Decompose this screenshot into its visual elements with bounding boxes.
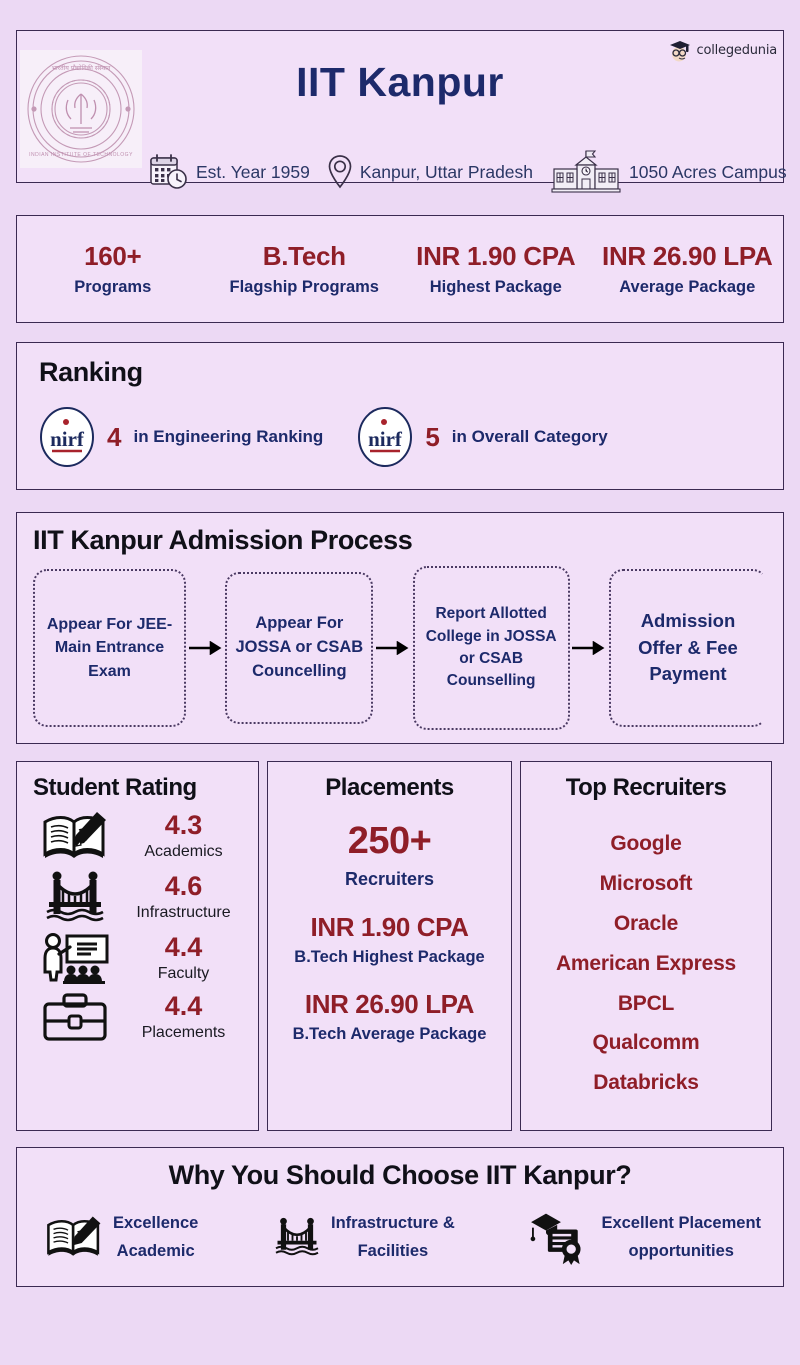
student-rating-card (16, 761, 259, 1131)
columns-row (16, 761, 784, 1131)
flow-arrow-3 (570, 641, 609, 655)
top-recruiters-card (520, 761, 772, 1131)
average-package-value: INR 26.90 LPA (304, 989, 475, 1019)
book-pencil-icon (29, 810, 121, 862)
briefcase-icon (29, 992, 121, 1042)
recruiters-count: 250+ (347, 820, 432, 862)
recruiter-item: Databricks (593, 1071, 699, 1095)
admission-step-2: Appear For JOSSA or CSAB Councelling (225, 572, 373, 724)
page-title: IIT Kanpur (296, 59, 504, 105)
placements-card (267, 761, 512, 1131)
admission-step-4: Admission Offer & Fee Payment (609, 569, 767, 727)
diploma-cap-icon (529, 1209, 591, 1265)
rating-row-academics (29, 810, 246, 862)
why-item-line1: Excellence (113, 1214, 199, 1232)
admission-process-card (16, 512, 784, 744)
collegedunia-label: collegedunia (696, 42, 777, 58)
admission-process-title: IIT Kanpur Admission Process (33, 525, 413, 555)
location-item (327, 154, 533, 190)
stat-value: INR 1.90 CPA (416, 241, 576, 271)
rating-label: Academics (144, 842, 223, 860)
rating-value: 4.6 (164, 870, 203, 901)
recruiter-item: Microsoft (599, 871, 693, 895)
why-item-line2: Facilities (357, 1242, 429, 1261)
location-text: Kanpur, Uttar Pradesh (359, 161, 534, 182)
header-meta-row (149, 149, 787, 195)
stat-average-package (592, 241, 784, 297)
calendar-clock-icon (149, 153, 189, 191)
stat-label: Average Package (619, 278, 756, 296)
ranking-item-engineering (39, 406, 323, 468)
flow-arrow-1 (186, 641, 225, 655)
placements-title: Placements (325, 774, 454, 801)
rating-value: 4.3 (164, 809, 203, 840)
why-item-text (331, 1209, 455, 1265)
key-stats-card (16, 215, 784, 323)
established-year-text: Est. Year 1959 (196, 161, 310, 182)
rating-row-faculty (29, 932, 246, 984)
top-recruiters-title: Top Recruiters (565, 774, 727, 801)
rating-label: Infrastructure (136, 903, 231, 921)
ranking-title: Ranking (39, 357, 143, 387)
why-choose-title: Why You Should Choose IIT Kanpur? (168, 1160, 632, 1190)
why-item-line2: opportunities (628, 1242, 734, 1261)
recruiters-label: Recruiters (344, 869, 435, 889)
stat-programs (17, 241, 209, 297)
infographic-page (0, 30, 800, 1365)
highest-package-label: B.Tech Highest Package (294, 948, 485, 966)
stat-flagship (209, 241, 401, 297)
admission-step-3: Report Allotted College in JOSSA or CSAB Counselling (413, 566, 570, 730)
admission-step-1: Appear For JEE-Main Entrance Exam (33, 569, 186, 727)
header-card (16, 30, 787, 183)
location-pin-icon (327, 154, 353, 190)
rating-label: Faculty (157, 964, 210, 982)
rating-value: 4.4 (164, 990, 203, 1021)
rating-value: 4.4 (164, 931, 203, 962)
svg-text:nirf: nirf (368, 427, 403, 451)
book-pencil-icon (45, 1214, 103, 1260)
stat-value: 160+ (84, 241, 142, 271)
average-package-label: B.Tech Average Package (292, 1025, 487, 1043)
nirf-logo-icon (357, 406, 413, 468)
admission-flow (33, 566, 767, 730)
nirf-logo-icon (39, 406, 95, 468)
recruiter-item: American Express (555, 951, 737, 975)
campus-size-item (550, 149, 787, 195)
recruiter-item: BPCL (617, 991, 675, 1015)
student-rating-title: Student Rating (33, 774, 197, 801)
recruiter-item: Google (610, 832, 682, 855)
stat-label: Flagship Programs (229, 278, 379, 296)
campus-building-icon (550, 149, 622, 195)
rating-row-placements (29, 992, 246, 1042)
rating-row-infrastructure (29, 870, 246, 924)
stat-value: B.Tech (262, 241, 346, 271)
why-item-line1: Excellent Placement (601, 1214, 762, 1232)
svg-text:INDIAN INSTITUTE OF TECHNOLOGY: INDIAN INSTITUTE OF TECHNOLOGY (29, 152, 133, 158)
ranking-card (16, 342, 784, 490)
flow-arrow-2 (373, 641, 412, 655)
svg-text:भारतीय प्रौद्योगिकी संस्थान: भारतीय प्रौद्योगिकी संस्थान (51, 65, 111, 72)
why-item-academics (45, 1209, 198, 1265)
campus-size-text: 1050 Acres Campus (629, 161, 787, 182)
ranking-number: 5 (425, 421, 440, 452)
why-item-line1: Infrastructure & (330, 1214, 455, 1232)
why-item-infrastructure (273, 1209, 455, 1265)
stat-highest-package (400, 241, 592, 297)
stat-value: INR 26.90 LPA (602, 241, 773, 271)
stat-label: Highest Package (429, 278, 562, 296)
recruiter-item: Oracle (613, 911, 679, 935)
ranking-text: in Overall Category (451, 427, 608, 446)
stat-label: Programs (74, 278, 152, 296)
ranking-text: in Engineering Ranking (133, 427, 324, 446)
why-choose-card (16, 1147, 784, 1287)
ranking-item-overall (357, 406, 607, 468)
why-item-placements (529, 1209, 761, 1265)
bridge-icon (29, 870, 121, 924)
established-year-item (149, 153, 310, 191)
teacher-classroom-icon (29, 932, 121, 984)
why-item-line2: Academic (116, 1242, 195, 1261)
rating-label: Placements (141, 1023, 226, 1041)
why-item-text (113, 1209, 198, 1265)
ranking-number: 4 (107, 421, 122, 452)
recruiter-item: Qualcomm (592, 1031, 700, 1055)
bridge-icon (273, 1214, 321, 1260)
highest-package-value: INR 1.90 CPA (310, 912, 469, 942)
why-item-text (601, 1209, 761, 1265)
svg-text:nirf: nirf (50, 427, 84, 451)
